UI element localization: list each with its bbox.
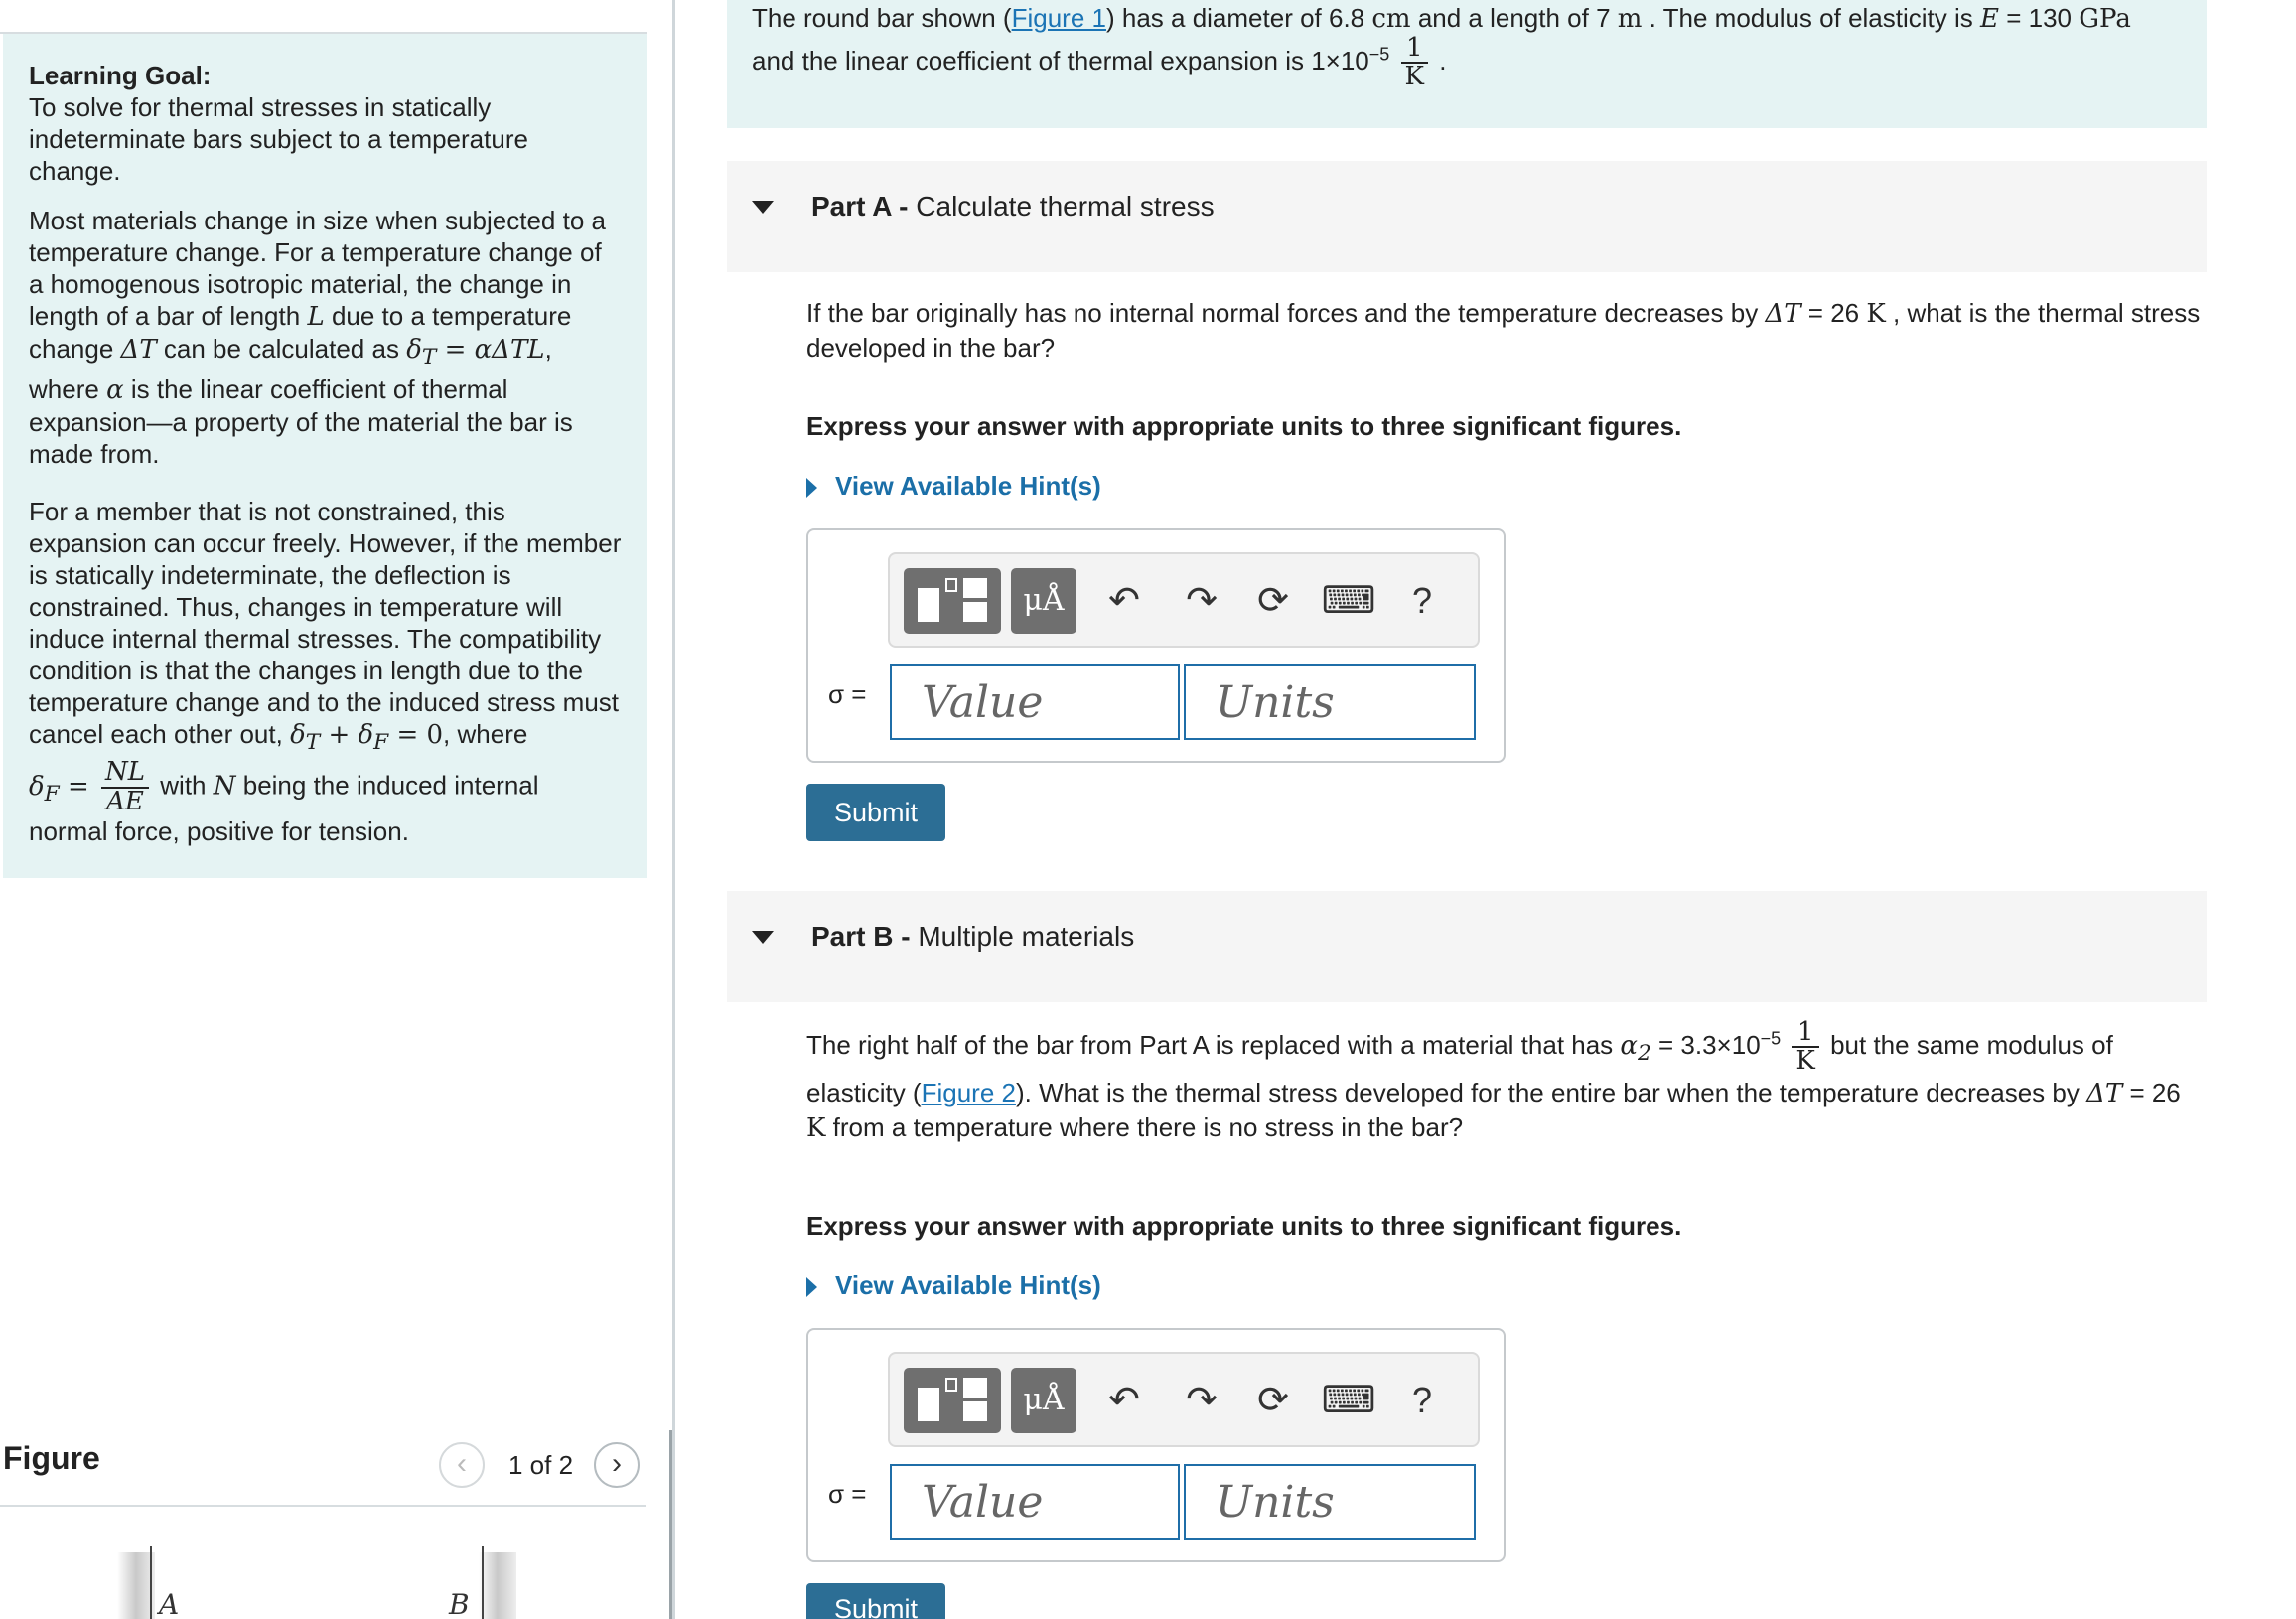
redo-icon[interactable]: ↷ [1186, 1380, 1218, 1421]
panel-divider[interactable] [672, 0, 675, 1619]
submit-button[interactable]: Submit [806, 1583, 945, 1619]
text: , what is the thermal stress developed in the bar? [806, 298, 2201, 363]
figure-1-link[interactable]: Figure 1 [1011, 3, 1106, 33]
part-b-hint-link[interactable]: View Available Hint(s) [806, 1270, 1101, 1301]
reset-icon[interactable]: ⟳ [1257, 580, 1289, 622]
prev-figure-button[interactable] [439, 1442, 485, 1488]
math-delta-T: ΔT [1765, 299, 1801, 329]
math-compatibility: $\delta_T + \delta_F = 0$ [290, 720, 444, 756]
problem-intro [727, 0, 2207, 128]
text: Most materials change in size when subjected to a temperature change. For a temperature change of a homogenous isotropic material, the change in length of a bar of length [29, 206, 606, 331]
part-b-header[interactable] [727, 891, 2207, 1002]
undo-icon[interactable]: ↶ [1108, 1380, 1140, 1421]
caret-right-icon [806, 1277, 817, 1297]
math-force-deflection: $\delta_F$ = $\frac{NL}{AE}$ [29, 772, 153, 802]
explanation-paragraph-1 [29, 205, 622, 470]
templates-button[interactable] [904, 568, 1001, 634]
text: For a member that is not constrained, this expansion can occur freely. However, if the member is statically indeterminate, the deflection is constrained. Thus, changes in temperature will induce internal thermal stresses. The compatibility condition is that the changes in length due to the temperature change and to the induced stress must cancel each other out, [29, 497, 622, 750]
sigma-label: σ = [828, 679, 867, 709]
unit-m: m [1617, 4, 1643, 34]
caret-down-icon [752, 201, 774, 214]
figure-header [0, 1430, 647, 1500]
exponent: −5 [1760, 1028, 1782, 1049]
redo-icon[interactable]: ↷ [1186, 580, 1218, 622]
text: due to a temperature change [29, 301, 572, 364]
figure-2-link[interactable]: Figure 2 [921, 1077, 1016, 1107]
part-a-title: Part A - Calculate thermal stress [811, 191, 1215, 221]
text: = 26 [2129, 1077, 2181, 1107]
learning-goal-box [3, 34, 647, 878]
math-N: N [213, 771, 236, 802]
help-icon[interactable]: ? [1411, 1380, 1433, 1420]
text: is the linear coefficient of thermal expansion—a property of the material the bar is made from. [29, 374, 573, 470]
left-panel [0, 0, 675, 1619]
keyboard-icon[interactable]: ⌨ [1321, 1380, 1376, 1421]
caret-right-icon [806, 478, 817, 498]
part-a-answer-box [806, 528, 1506, 763]
units-input[interactable] [1184, 664, 1476, 740]
unit-k: K [806, 1112, 826, 1143]
text: but the same modulus of elasticity ( [806, 1030, 2113, 1107]
math-delta-T: ΔT [120, 335, 157, 365]
math-L: L [307, 302, 325, 332]
units-button[interactable]: μÅ [1011, 1368, 1076, 1433]
math-per-kelvin: $\frac{1}{K}$ [1401, 35, 1428, 91]
bar-figure [0, 1507, 647, 1619]
text: If the bar originally has no internal normal forces and the temperature decreases by [806, 298, 1759, 328]
templates-button[interactable] [904, 1368, 1001, 1433]
wall-b [479, 1552, 516, 1619]
caret-down-icon [752, 931, 774, 944]
text: The right half of the bar from Part A is replaced with a material that has [806, 1030, 1614, 1061]
part-a-instruction: Express your answer with appropriate units to three significant figures. [806, 411, 1682, 441]
part-a-question [806, 296, 2207, 365]
text: ). What is the thermal stress developed for the entire bar when the temperature decreases by [1015, 1077, 2080, 1107]
intro-line-1 [752, 0, 2207, 37]
math-delta-T: ΔT [2086, 1078, 2123, 1108]
text: . The modulus of elasticity is [1649, 3, 1973, 33]
math-toolbar [888, 1352, 1480, 1447]
reset-icon[interactable]: ⟳ [1257, 1380, 1289, 1421]
part-b-question [806, 1019, 2207, 1145]
submit-button[interactable]: Submit [806, 784, 945, 841]
panel-divider-handle[interactable] [669, 1430, 672, 1619]
text: with [160, 770, 207, 801]
part-a-hint-link[interactable]: View Available Hint(s) [806, 471, 1101, 502]
wall-a [117, 1552, 155, 1619]
text: from a temperature where there is no stress in the bar? [832, 1111, 1464, 1142]
part-a-header[interactable] [727, 161, 2207, 272]
math-E: E [1980, 4, 1999, 34]
figure-image [0, 1507, 647, 1619]
text: being the induced internal normal force, positive for tension. [29, 770, 539, 846]
next-figure-button[interactable] [594, 1442, 640, 1488]
explanation-paragraph-2 [29, 496, 622, 847]
sigma-label: σ = [828, 1479, 867, 1509]
keyboard-icon[interactable]: ⌨ [1321, 580, 1376, 622]
undo-icon[interactable]: ↶ [1108, 580, 1140, 622]
math-alpha: α [106, 375, 124, 406]
text: and a length of 7 [1417, 3, 1611, 33]
math-per-kelvin: $\frac{1}{K}$ [1792, 1019, 1818, 1076]
figure-counter: 1 of 2 [508, 1450, 574, 1480]
math-alpha-2: $\alpha_2$ [1620, 1031, 1651, 1067]
unit-gpa: GPa [2079, 4, 2131, 34]
part-b-answer-box [806, 1328, 1506, 1562]
value-input[interactable] [890, 664, 1180, 740]
chevron-left-icon: ‹ [457, 1447, 467, 1480]
unit-k: K [1866, 299, 1886, 329]
learning-goal-text: To solve for thermal stresses in statically indeterminate bars subject to a temperature change. [29, 92, 528, 186]
math-thermal-deflection: $\delta_T = \alpha\Delta TL$ [406, 335, 545, 370]
label-a: A [159, 1588, 180, 1619]
learning-goal-paragraph [29, 60, 622, 187]
part-b-instruction: Express your answer with appropriate units to three significant figures. [806, 1211, 1682, 1241]
learning-goal-title: Learning Goal: [29, 61, 212, 90]
units-button[interactable]: μÅ [1011, 568, 1076, 634]
text: = 26 [1807, 298, 1860, 328]
text: and the linear coefficient of thermal expansion is 1×10 [752, 46, 1369, 76]
text: can be calculated as [163, 334, 399, 364]
part-b-title: Part B - Multiple materials [811, 921, 1135, 952]
value-input[interactable] [890, 1464, 1180, 1540]
text: , where [29, 334, 552, 405]
label-b: B [449, 1588, 470, 1619]
text: , where [443, 719, 528, 750]
text: ) has a diameter of 6.8 [1105, 3, 1365, 33]
math-toolbar [888, 552, 1480, 648]
chevron-right-icon: › [612, 1447, 622, 1480]
intro-line-2: and the linear coefficient of thermal expansion is $1\times 10^{-5}$ $\frac{1}{K}$ . [752, 33, 1447, 92]
units-input[interactable] [1184, 1464, 1476, 1540]
text: = 3.3×10 [1658, 1030, 1761, 1061]
unit-cm: cm [1371, 4, 1411, 34]
figure-title: Figure [3, 1440, 100, 1476]
text: The round bar shown ( [752, 3, 1012, 33]
exponent: −5 [1368, 44, 1390, 65]
text: = 130 [2006, 3, 2073, 33]
help-icon[interactable]: ? [1411, 580, 1433, 621]
